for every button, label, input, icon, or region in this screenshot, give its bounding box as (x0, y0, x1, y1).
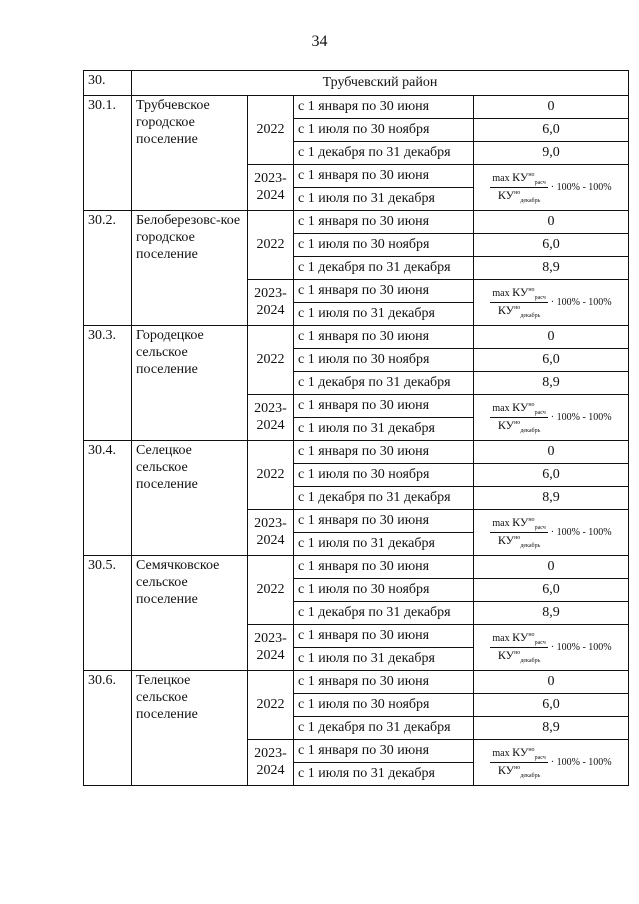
year-2022: 2022 (248, 556, 294, 625)
formula-ku-top: КУ (512, 745, 529, 759)
row-number: 30.4. (84, 441, 132, 556)
row-number: 30.1. (84, 96, 132, 211)
year-2022: 2022 (248, 326, 294, 395)
value-cell: 6,0 (474, 579, 629, 602)
value-cell: 8,9 (474, 717, 629, 740)
table-header-row (84, 71, 629, 96)
period-cell: с 1 июля по 30 ноября (294, 349, 474, 372)
formula-sub-bottom: декабрь (520, 658, 541, 664)
value-cell: 6,0 (474, 464, 629, 487)
formula-sup-top: но (528, 287, 535, 293)
formula-denominator (498, 533, 540, 549)
period-cell: с 1 декабря по 31 декабря (294, 257, 474, 280)
formula-ku-top: КУ (512, 170, 529, 184)
formula-ku-top: КУ (512, 515, 529, 529)
formula-numerator (490, 516, 547, 533)
formula-denominator (498, 418, 540, 434)
formula-sup-top: но (528, 172, 535, 178)
formula-tail: · 100% - 100% (550, 296, 612, 308)
year-2023-2024: 2023-2024 (248, 740, 294, 786)
year-2022: 2022 (248, 441, 294, 510)
formula-denominator (498, 648, 540, 664)
period-cell: с 1 января по 30 июня (294, 395, 474, 418)
period-cell: с 1 июля по 31 декабря (294, 188, 474, 211)
formula-sup-bottom: но (514, 420, 521, 426)
year-2022: 2022 (248, 211, 294, 280)
row-number: 30.6. (84, 671, 132, 786)
value-cell: 0 (474, 671, 629, 694)
value-cell: 6,0 (474, 119, 629, 142)
formula-sub-top: расч (534, 525, 546, 531)
value-cell: 8,9 (474, 257, 629, 280)
settlement-name: Телецкое сельское поселение (132, 671, 248, 786)
period-cell: с 1 января по 30 июня (294, 441, 474, 464)
period-cell: с 1 января по 30 июня (294, 96, 474, 119)
value-cell: 8,9 (474, 602, 629, 625)
period-cell: с 1 декабря по 31 декабря (294, 602, 474, 625)
period-cell: с 1 января по 30 июня (294, 280, 474, 303)
formula-sup-bottom: но (514, 765, 521, 771)
formula-cell (474, 395, 629, 441)
value-cell: 6,0 (474, 349, 629, 372)
formula-denominator (498, 303, 540, 319)
formula-sup-bottom: но (514, 535, 521, 541)
formula-max: max (492, 748, 510, 759)
table-row (84, 441, 629, 464)
formula-sub-top: расч (534, 640, 546, 646)
formula-ku-bottom: КУ (497, 303, 515, 317)
formula-numerator (490, 401, 547, 418)
formula-sub-bottom: декабрь (520, 428, 541, 434)
period-cell: с 1 июля по 31 декабря (294, 533, 474, 556)
period-cell: с 1 января по 30 июня (294, 510, 474, 533)
formula-cell (474, 510, 629, 556)
formula-fraction (490, 401, 547, 434)
formula-tail: · 100% - 100% (550, 411, 612, 423)
formula (474, 171, 628, 204)
tariff-table (83, 70, 629, 786)
year-2022: 2022 (248, 96, 294, 165)
formula-ku-top: КУ (512, 630, 529, 644)
settlement-name: Городецкое сельское поселение (132, 326, 248, 441)
formula-fraction (490, 631, 547, 664)
formula-sub-top: расч (534, 295, 546, 301)
formula (474, 631, 628, 664)
formula-sub-bottom: декабрь (520, 198, 541, 204)
period-cell: с 1 января по 30 июня (294, 556, 474, 579)
formula-numerator (490, 746, 547, 763)
formula (474, 286, 628, 319)
period-cell: с 1 июля по 30 ноября (294, 119, 474, 142)
year-2023-2024: 2023-2024 (248, 510, 294, 556)
formula-ku-bottom: КУ (497, 648, 515, 662)
value-cell: 8,9 (474, 487, 629, 510)
formula-numerator (490, 171, 547, 188)
formula-fraction (490, 516, 547, 549)
table-row (84, 96, 629, 119)
formula-sup-bottom: но (514, 190, 521, 196)
formula-cell (474, 280, 629, 326)
formula-numerator (490, 286, 547, 303)
formula-fraction (490, 171, 547, 204)
period-cell: с 1 января по 30 июня (294, 211, 474, 234)
year-2023-2024: 2023-2024 (248, 625, 294, 671)
formula-max: max (492, 633, 510, 644)
formula-fraction (490, 286, 547, 319)
formula-max: max (492, 288, 510, 299)
value-cell: 8,9 (474, 372, 629, 395)
value-cell: 0 (474, 326, 629, 349)
formula-denominator (498, 188, 540, 204)
header-num: 30. (84, 71, 132, 96)
period-cell: с 1 июля по 31 декабря (294, 648, 474, 671)
formula-max: max (492, 518, 510, 529)
year-2023-2024: 2023-2024 (248, 165, 294, 211)
formula (474, 516, 628, 549)
formula-fraction (490, 746, 547, 779)
formula-cell (474, 740, 629, 786)
period-cell: с 1 июля по 31 декабря (294, 418, 474, 441)
formula-ku-top: КУ (512, 285, 529, 299)
formula-sup-bottom: но (514, 305, 521, 311)
value-cell: 9,0 (474, 142, 629, 165)
period-cell: с 1 июля по 31 декабря (294, 303, 474, 326)
table-row (84, 671, 629, 694)
settlement-name: Селецкое сельское поселение (132, 441, 248, 556)
period-cell: с 1 июля по 30 ноября (294, 234, 474, 257)
formula-sub-bottom: декабрь (520, 543, 541, 549)
period-cell: с 1 декабря по 31 декабря (294, 372, 474, 395)
formula-sup-top: но (528, 517, 535, 523)
period-cell: с 1 января по 30 июня (294, 165, 474, 188)
formula-ku-bottom: КУ (497, 418, 515, 432)
formula-denominator (498, 763, 540, 779)
formula-sub-top: расч (534, 410, 546, 416)
formula-sup-bottom: но (514, 650, 521, 656)
formula-sup-top: но (528, 632, 535, 638)
formula-tail: · 100% - 100% (550, 526, 612, 538)
formula-ku-bottom: КУ (497, 188, 515, 202)
value-cell: 0 (474, 441, 629, 464)
year-2023-2024: 2023-2024 (248, 395, 294, 441)
period-cell: с 1 июля по 30 ноября (294, 694, 474, 717)
formula-sub-top: расч (534, 755, 546, 761)
formula-numerator (490, 631, 547, 648)
formula-sup-top: но (528, 402, 535, 408)
period-cell: с 1 декабря по 31 декабря (294, 142, 474, 165)
period-cell: с 1 января по 30 июня (294, 326, 474, 349)
formula (474, 401, 628, 434)
period-cell: с 1 января по 30 июня (294, 625, 474, 648)
formula-sub-bottom: декабрь (520, 773, 541, 779)
formula-ku-top: КУ (512, 400, 529, 414)
formula-tail: · 100% - 100% (550, 181, 612, 193)
district-title: Трубчевский район (132, 71, 629, 96)
formula-cell (474, 165, 629, 211)
formula-max: max (492, 173, 510, 184)
year-2023-2024: 2023-2024 (248, 280, 294, 326)
value-cell: 6,0 (474, 694, 629, 717)
settlement-name: Белоберезовс-кое городское поселение (132, 211, 248, 326)
formula-ku-bottom: КУ (497, 763, 515, 777)
formula-sub-bottom: декабрь (520, 313, 541, 319)
formula-max: max (492, 403, 510, 414)
period-cell: с 1 декабря по 31 декабря (294, 487, 474, 510)
table-row (84, 211, 629, 234)
period-cell: с 1 января по 30 июня (294, 740, 474, 763)
value-cell: 0 (474, 211, 629, 234)
formula-tail: · 100% - 100% (550, 641, 612, 653)
page-number: 34 (311, 33, 328, 50)
value-cell: 0 (474, 96, 629, 119)
value-cell: 0 (474, 556, 629, 579)
period-cell: с 1 июля по 30 ноября (294, 464, 474, 487)
period-cell: с 1 июля по 30 ноября (294, 579, 474, 602)
row-number: 30.3. (84, 326, 132, 441)
formula-sup-top: но (528, 747, 535, 753)
formula-sub-top: расч (534, 180, 546, 186)
row-number: 30.2. (84, 211, 132, 326)
year-2022: 2022 (248, 671, 294, 740)
table-row (84, 326, 629, 349)
period-cell: с 1 января по 30 июня (294, 671, 474, 694)
settlement-name: Семячковское сельское поселение (132, 556, 248, 671)
row-number: 30.5. (84, 556, 132, 671)
formula-ku-bottom: КУ (497, 533, 515, 547)
formula-tail: · 100% - 100% (550, 756, 612, 768)
period-cell: с 1 июля по 31 декабря (294, 763, 474, 786)
formula-cell (474, 625, 629, 671)
table-row (84, 556, 629, 579)
settlement-name: Трубчевское городское поселение (132, 96, 248, 211)
period-cell: с 1 декабря по 31 декабря (294, 717, 474, 740)
value-cell: 6,0 (474, 234, 629, 257)
formula (474, 746, 628, 779)
